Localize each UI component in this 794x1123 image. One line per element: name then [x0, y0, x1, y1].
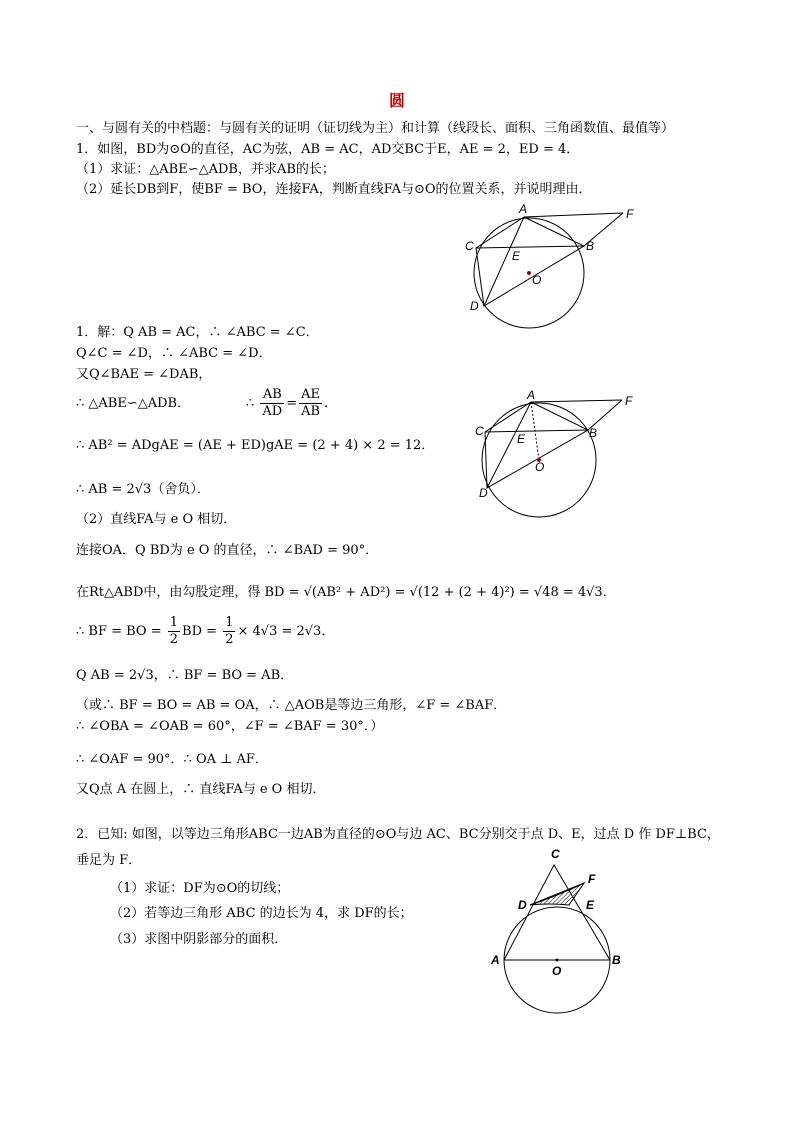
- solution-line-1: 1．解：Q AB = AC，∴ ∠ABC = ∠C．: [76, 325, 319, 340]
- frac-den: AB: [301, 404, 321, 419]
- problem1-question2: （2）延长DB到F，使BF = BO，连接FA，判断直线FA与⊙O的位置关系，并说明理由．: [76, 182, 592, 197]
- fig2-label-a: A: [527, 388, 536, 402]
- problem2-question2: （2）若等边三角形 ABC 的边长为 4，求 DF的长；: [110, 906, 413, 921]
- solution-line-11: Q AB = 2√3，∴ BF = BO = AB．: [76, 668, 294, 683]
- fig1-label-c: C: [465, 239, 474, 253]
- fig3-label-a: A: [491, 953, 500, 967]
- section-heading: 一、与圆有关的中档题：与圆有关的证明（证切线为主）和计算（线段长、面积、三角函数值、最值等）: [76, 121, 675, 136]
- fig2-label-d: D: [479, 486, 488, 500]
- solution-line-15: 又Q点 A 在圆上，∴ 直线FA与 e O 相切．: [76, 782, 326, 797]
- frac-den: AD: [262, 404, 283, 419]
- frac-den: 2: [225, 632, 234, 647]
- solution-line-4a: ∴ △ABE∽△ADB．: [76, 396, 191, 411]
- fig2-label-e: E: [517, 432, 526, 446]
- page-title: 圆: [388, 91, 405, 110]
- solution-line-3: 又Q∠BAE = ∠DAB，: [76, 367, 212, 382]
- solution-line-4-ratio: [246, 386, 337, 422]
- fig1-label-a: A: [519, 202, 528, 216]
- times-result: × 4√3 = 2√3．: [237, 624, 335, 639]
- frac-num: 1: [169, 615, 179, 630]
- figure-1: [460, 200, 634, 320]
- fig2-label-o: O: [535, 460, 545, 474]
- fig1-label-b: B: [586, 239, 595, 253]
- fig1-label-o: O: [532, 273, 542, 287]
- solution-line-7: （2）直线FA与 e O 相切．: [76, 512, 237, 527]
- therefore-symbol: ∴: [246, 396, 255, 411]
- figure-2: [488, 845, 628, 1015]
- fraction-one-half: [223, 615, 235, 648]
- fig1-label-e: E: [512, 249, 521, 263]
- equals-sign: =: [286, 396, 298, 411]
- fig2-label-c: C: [475, 424, 484, 438]
- fig3-label-b: B: [612, 953, 621, 967]
- frac-num: 1: [225, 615, 234, 630]
- frac-num: AB: [260, 387, 284, 404]
- problem1-stem: 1．如图，BD为⊙O的直径，AC为弦，AB = AC，AD交BC于E，AE = 2，ED = 4．: [76, 142, 580, 157]
- solution-line-9: 在Rt△ABD中，由勾股定理，得 BD = √(AB² + AD²) = √(12 + (2 + 4)²) = √48 = 4√3．: [76, 585, 616, 600]
- fig1-label-d: D: [470, 299, 479, 313]
- fig2-label-f: F: [625, 394, 633, 408]
- fig3-label-d: D: [518, 898, 527, 912]
- solution-line-10: [76, 614, 334, 650]
- frac-den: 2: [169, 632, 179, 647]
- fig3-label-f: F: [588, 872, 596, 886]
- problem2-stem-line2: 垂足为 F．: [76, 853, 142, 868]
- fraction-ab-over-ad: [260, 387, 284, 420]
- fig2-label-b: B: [589, 426, 598, 440]
- fraction-one-half: [168, 615, 180, 648]
- problem2-question1: （1）求证：DF为⊙O的切线；: [110, 881, 290, 896]
- frac-num: AE: [299, 387, 322, 404]
- fig3-label-e: E: [586, 898, 595, 912]
- bd-equals: BD =: [182, 624, 218, 639]
- fig1-label-f: F: [626, 207, 634, 221]
- fraction-ae-over-ab: [299, 387, 322, 420]
- problem1-question1: （1）求证：△ABE∽△ADB，并求AB的长；: [76, 162, 335, 177]
- solution-line-8: 连接OA．Q BD为 e O 的直径，∴ ∠BAD = 90°．: [76, 543, 379, 558]
- solution-line-13: ∴ ∠OBA = ∠OAB = 60°，∠F = ∠BAF = 30°．）: [76, 719, 384, 734]
- solution-line-12: （或∴ BF = BO = AB = OA，∴ △AOB是等边三角形，∠F = ∠BAF．: [76, 698, 507, 713]
- solution-line-2: Q∠C = ∠D，∴ ∠ABC = ∠D．: [76, 346, 272, 361]
- bf-bo-prefix: ∴ BF = BO =: [76, 624, 162, 639]
- solution-line-5: ∴ AB² = ADgAE = (AE + ED)gAE = (2 + 4) × 2 = 12．: [76, 438, 435, 453]
- solution-line-14: ∴ ∠OAF = 90°．∴ OA ⊥ AF．: [76, 752, 268, 767]
- figure-1-solution: [475, 388, 633, 510]
- solution-line-6: ∴ AB = 2√3（舍负）．: [76, 482, 210, 497]
- fig3-label-o: O: [552, 964, 562, 978]
- fig3-label-c: C: [551, 847, 560, 861]
- problem2-stem-line1: 2．已知: 如图，以等边三角形ABC一边AB为直径的⊙O与边 AC、BC分别交于点 D、E，过点 D 作 DF⊥BC，: [76, 827, 720, 842]
- problem2-question3: （3）求图中阴影部分的面积．: [110, 932, 288, 947]
- period: ．: [324, 396, 338, 411]
